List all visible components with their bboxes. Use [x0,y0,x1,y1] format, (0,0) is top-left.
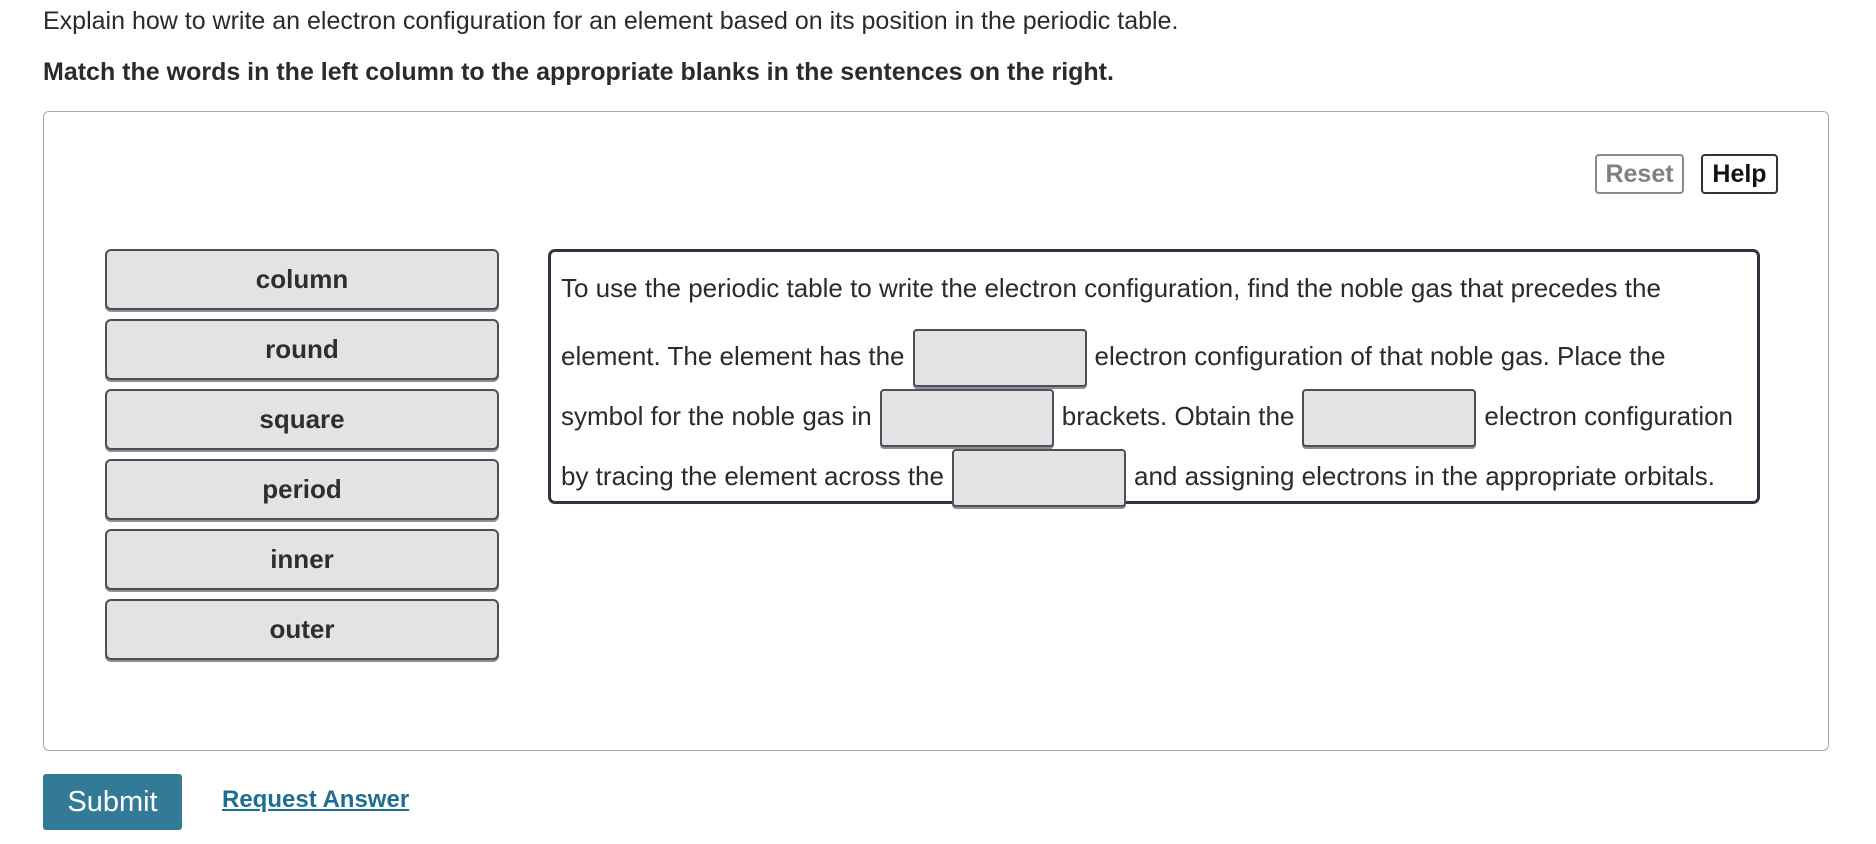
word-tile-column[interactable]: column [105,249,499,310]
sentence-text: by tracing the element across the [561,460,944,491]
word-tile-outer[interactable]: outer [105,599,499,660]
sentence-text: electron configuration of that noble gas. Place the [1094,340,1666,371]
word-tile-period[interactable]: period [105,459,499,520]
word-tile-inner[interactable]: inner [105,529,499,590]
sentence-line-1 [561,273,1661,303]
help-button[interactable]: Help [1701,154,1778,194]
word-tile-square[interactable]: square [105,389,499,450]
sentence-line-4 [561,449,1716,491]
sentence-line-2 [561,329,1666,371]
submit-button[interactable]: Submit [43,774,182,830]
sentence-text: To use the periodic table to write the electron configuration, find the noble gas that precedes the [561,273,1661,303]
drop-blank-3[interactable] [1302,389,1476,447]
sentence-box [548,249,1760,504]
word-bank [105,249,499,669]
drop-blank-4[interactable] [952,449,1126,507]
question-instructions: Match the words in the left column to the appropriate blanks in the sentences on the right. [43,58,1114,86]
drop-blank-1[interactable] [913,329,1087,387]
sentence-text: electron configuration [1484,400,1734,431]
word-tile-round[interactable]: round [105,319,499,380]
sentence-line-3 [561,389,1734,431]
sentence-text: element. The element has the [561,340,905,371]
sentence-text: symbol for the noble gas in [561,400,872,431]
drop-blank-2[interactable] [880,389,1054,447]
question-prompt: Explain how to write an electron configuration for an element based on its position in the periodic table. [43,7,1179,35]
reset-button[interactable]: Reset [1595,154,1684,194]
sentence-text: brackets. Obtain the [1061,400,1295,431]
request-answer-link[interactable]: Request Answer [222,786,410,813]
sentence-text: and assigning electrons in the appropriate orbitals. [1133,460,1716,491]
